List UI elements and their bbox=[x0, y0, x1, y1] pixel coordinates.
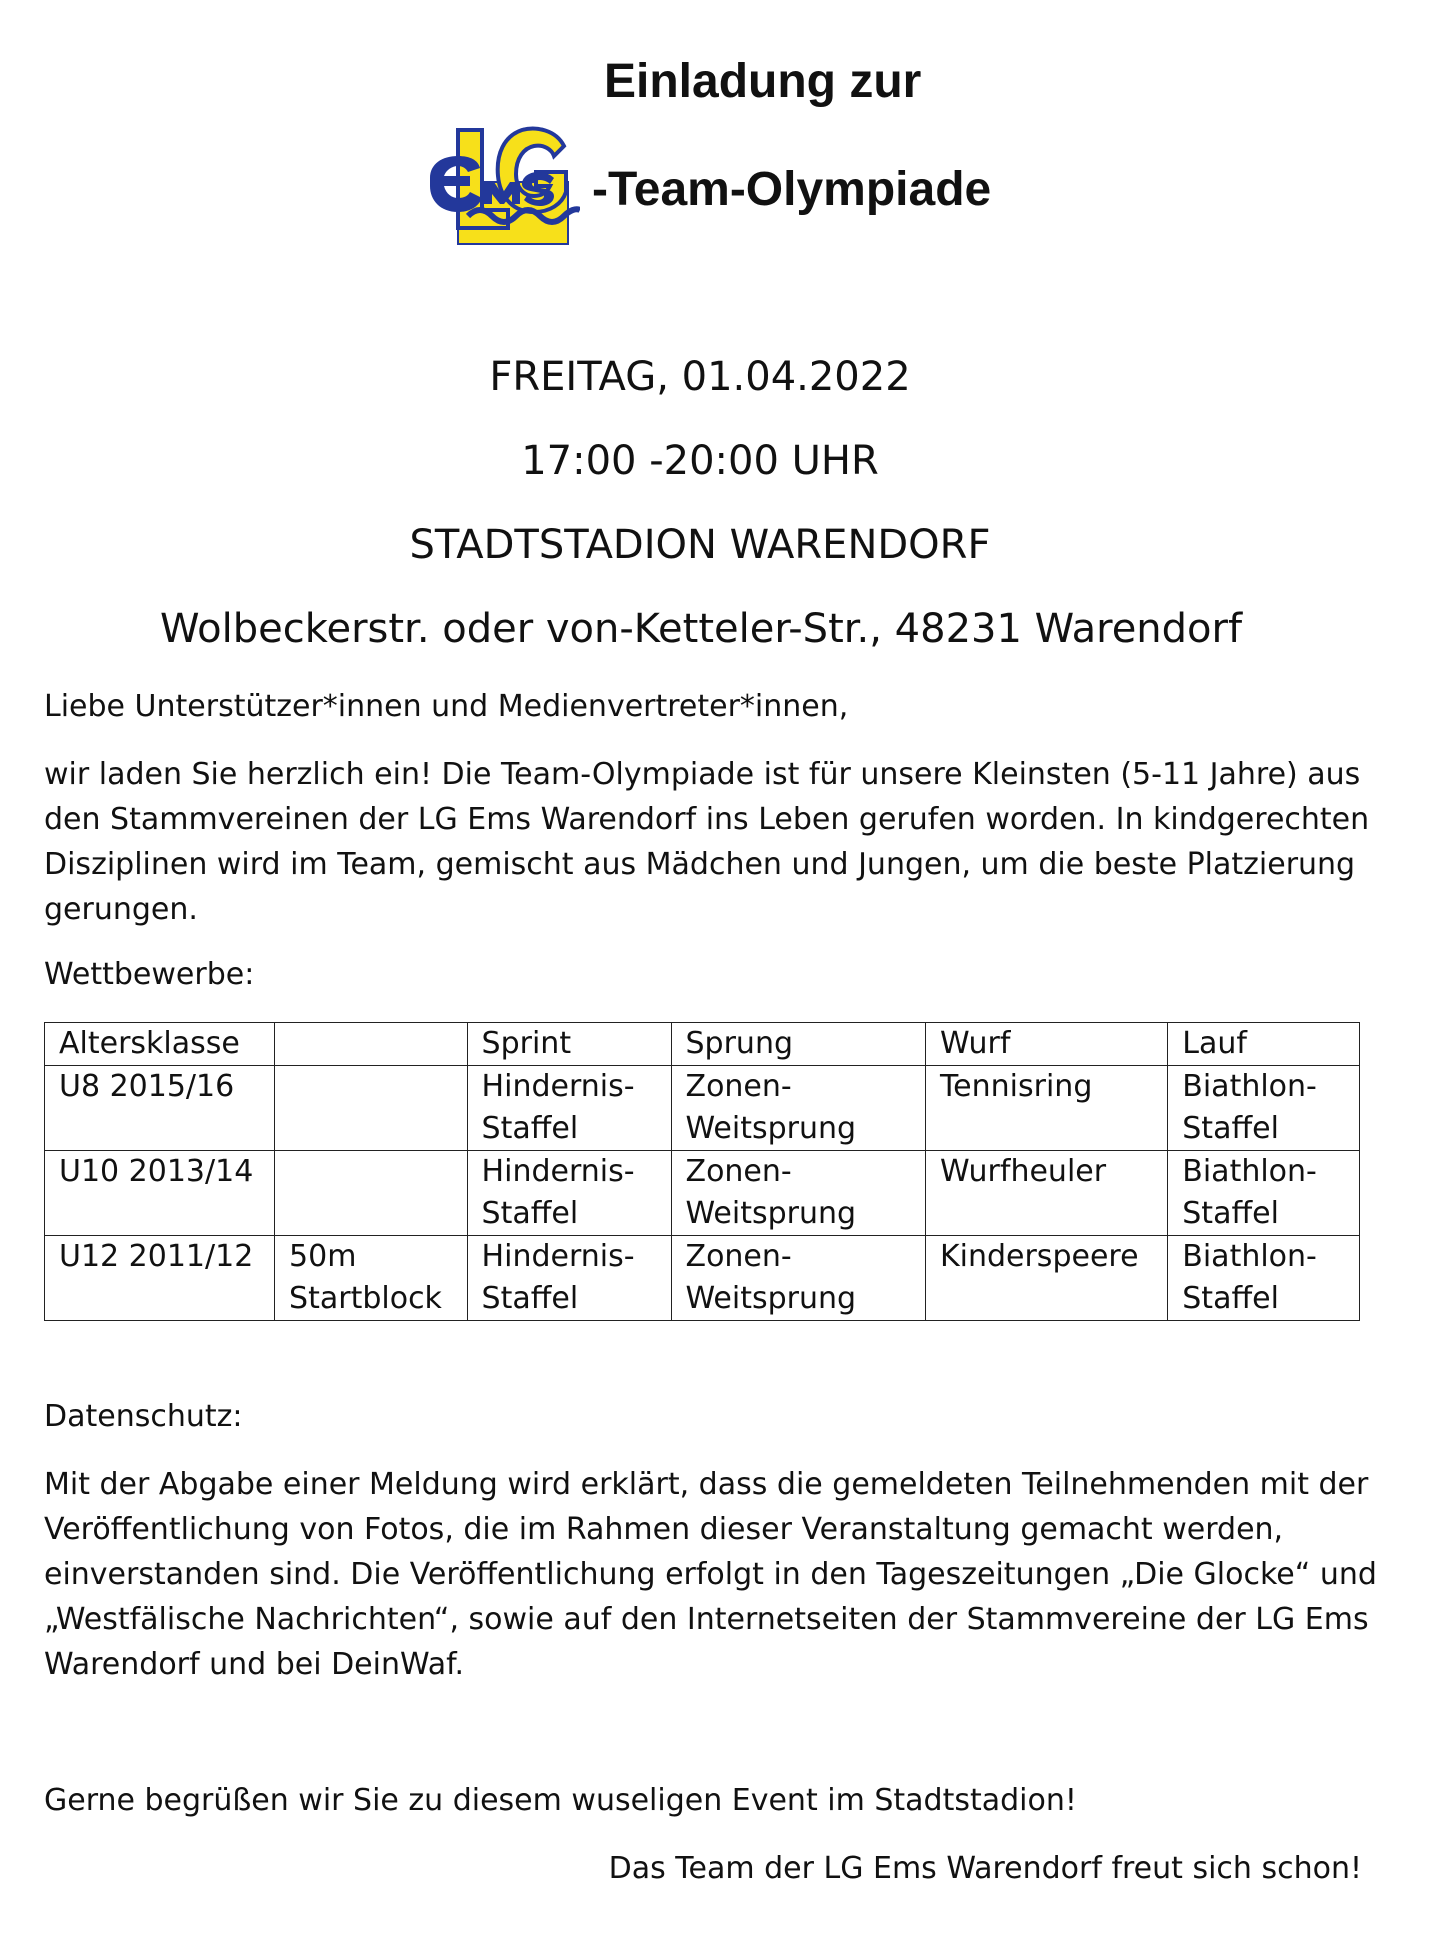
table-header-cell: Lauf bbox=[1168, 1023, 1360, 1066]
table-cell: Zonen-Weitsprung bbox=[671, 1236, 925, 1321]
table-cell: Hindernis-Staffel bbox=[467, 1236, 671, 1321]
table-header-cell: Sprung bbox=[671, 1023, 925, 1066]
table-cell: U8 2015/16 bbox=[45, 1066, 275, 1151]
title-line-1: Einladung zur bbox=[604, 55, 922, 108]
table-cell: Wurfheuler bbox=[925, 1151, 1167, 1236]
table-cell: Kinderspeere bbox=[925, 1236, 1167, 1321]
table-header-row bbox=[45, 1023, 1360, 1066]
table-row bbox=[45, 1066, 1360, 1151]
intro-paragraph: wir laden Sie herzlich ein! Die Team-Olympiade ist für unsere Kleinsten (5-11 Jahre) aus den Stammvereinen der LG Ems Warendorf ins Leben gerufen worden. In kindgerechten Disziplinen wird im Team, gemischt aus Mädchen und Jungen, um die beste Platzierung gerungen. bbox=[44, 757, 1370, 927]
table-header-cell: Altersklasse bbox=[45, 1023, 275, 1066]
table-header-cell: Wurf bbox=[925, 1023, 1167, 1066]
table-header-cell: Sprint bbox=[467, 1023, 671, 1066]
table-cell: Tennisring bbox=[925, 1066, 1167, 1151]
table-cell: Hindernis-Staffel bbox=[467, 1066, 671, 1151]
privacy-paragraph: Mit der Abgabe einer Meldung wird erklärt, dass die gemeldeten Teilnehmenden mit der Veröffentlichung von Fotos, die im Rahmen dieser Veranstaltung gemacht werden, einverstanden sind. Die Veröffentlichung erfolgt in den Tageszeitungen „Die Glocke“ und „Westfälische Nachrichten“, sowie auf den Internetseiten der Stammvereine der LG Ems Warendorf und bei DeinWaf. bbox=[44, 1467, 1377, 1682]
event-address: Wolbeckerstr. oder von-Ketteler-Str., 48231 Warendorf bbox=[159, 606, 1243, 652]
table-cell bbox=[275, 1066, 468, 1151]
table-cell: Biathlon-Staffel bbox=[1168, 1236, 1360, 1321]
table-cell bbox=[275, 1151, 468, 1236]
competitions-label: Wettbewerbe: bbox=[44, 957, 255, 992]
table-cell: Hindernis-Staffel bbox=[467, 1151, 671, 1236]
table-cell: Zonen-Weitsprung bbox=[671, 1066, 925, 1151]
title-line-2: -Team-Olympiade bbox=[592, 163, 992, 216]
lg-ems-logo bbox=[428, 124, 580, 254]
table-row bbox=[45, 1236, 1360, 1321]
table-cell: U12 2011/12 bbox=[45, 1236, 275, 1321]
event-time: 17:00 -20:00 UHR bbox=[521, 438, 879, 484]
event-venue: STADTSTADION WARENDORF bbox=[409, 522, 991, 568]
event-date: FREITAG, 01.04.2022 bbox=[489, 354, 911, 400]
table-header-cell bbox=[275, 1023, 468, 1066]
signoff-line: Das Team der LG Ems Warendorf freut sich schon! bbox=[608, 1851, 1362, 1886]
salutation: Liebe Unterstützer*innen und Medienvertreter*innen, bbox=[44, 689, 849, 724]
privacy-label: Datenschutz: bbox=[44, 1399, 243, 1434]
table-cell: Biathlon-Staffel bbox=[1168, 1151, 1360, 1236]
table-cell: Biathlon-Staffel bbox=[1168, 1066, 1360, 1151]
competitions-table bbox=[44, 1022, 1360, 1321]
table-cell: 50m Startblock bbox=[275, 1236, 468, 1321]
table-cell: U10 2013/14 bbox=[45, 1151, 275, 1236]
table-cell: Zonen-Weitsprung bbox=[671, 1151, 925, 1236]
table-row bbox=[45, 1151, 1360, 1236]
closing-line: Gerne begrüßen wir Sie zu diesem wuseligen Event im Stadtstadion! bbox=[44, 1783, 1077, 1818]
